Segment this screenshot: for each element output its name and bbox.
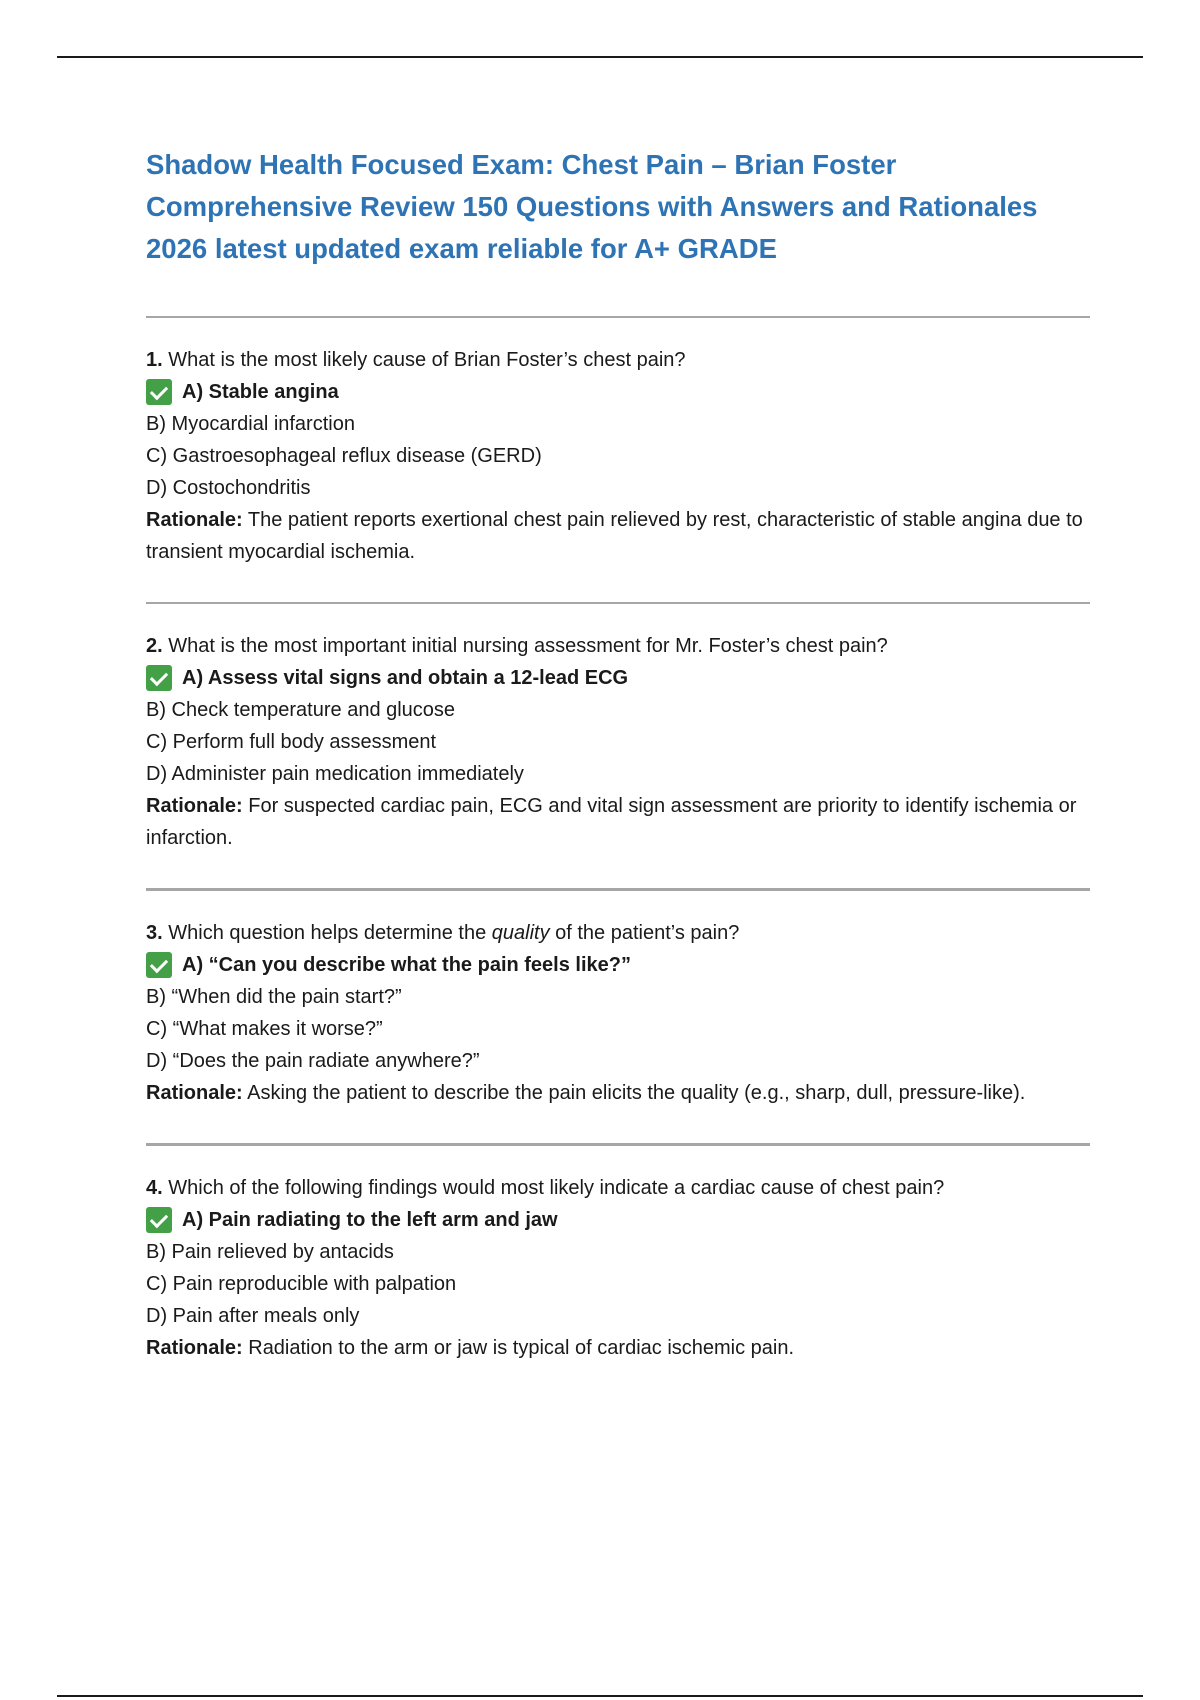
- question-text-end: of the patient’s pain?: [549, 922, 740, 944]
- rationale: [146, 1077, 1090, 1109]
- rationale-text: For suspected cardiac pain, ECG and vital sign assessment are priority to identify ischemia or infarction.: [146, 795, 1077, 849]
- check-mark-icon: [146, 1207, 172, 1233]
- correct-answer: [146, 1204, 1090, 1236]
- question-text: Which question helps determine the: [162, 922, 492, 944]
- page-bottom-rule: [57, 1695, 1143, 1697]
- section-divider: [146, 316, 1090, 318]
- answer-option-c: C) Perform full body assessment: [146, 731, 437, 753]
- correct-answer-text: A) Assess vital signs and obtain a 12-lead ECG: [182, 667, 629, 689]
- question-1: [146, 344, 1090, 568]
- rationale-label: Rationale:: [146, 795, 243, 817]
- question-2-stem: [146, 630, 1090, 662]
- answer-option-d: D) Administer pain medication immediately: [146, 763, 524, 785]
- question-2: [146, 630, 1090, 854]
- answer-option-d: D) Pain after meals only: [146, 1305, 360, 1327]
- page-top-rule: [57, 56, 1143, 58]
- check-mark-icon: [146, 379, 172, 405]
- question-4: [146, 1172, 1090, 1364]
- title-line-3: 2026 latest updated exam reliable for A+ GRADE: [146, 233, 777, 264]
- question-number: 1.: [146, 349, 163, 371]
- check-mark-icon: [146, 952, 172, 978]
- section-divider: [146, 888, 1090, 891]
- question-3: [146, 917, 1090, 1109]
- rationale: [146, 1332, 1090, 1364]
- answer-option-b: B) “When did the pain start?”: [146, 986, 402, 1008]
- rationale: [146, 790, 1090, 854]
- answer-option-c: C) Pain reproducible with palpation: [146, 1273, 457, 1295]
- question-number: 3.: [146, 922, 163, 944]
- rationale: [146, 504, 1090, 568]
- answer-option-b: B) Myocardial infarction: [146, 413, 355, 435]
- answer-option-d: D) Costochondritis: [146, 477, 311, 499]
- check-mark-icon: [146, 665, 172, 691]
- question-number: 2.: [146, 635, 163, 657]
- answer-option-c: C) Gastroesophageal reflux disease (GERD): [146, 445, 542, 467]
- document-body: [146, 144, 1090, 1364]
- title-line-2: Comprehensive Review 150 Questions with Answers and Rationales: [146, 191, 1038, 222]
- rationale-label: Rationale:: [146, 1082, 243, 1104]
- section-divider: [146, 1143, 1090, 1146]
- question-text: What is the most important initial nursing assessment for Mr. Foster’s chest pain?: [162, 635, 888, 657]
- answer-option-b: B) Pain relieved by antacids: [146, 1241, 394, 1263]
- correct-answer: [146, 949, 1090, 981]
- rationale-text: The patient reports exertional chest pain relieved by rest, characteristic of stable angina due to transient myocardial ischemia.: [146, 509, 1083, 563]
- correct-answer: [146, 662, 1090, 694]
- rationale-label: Rationale:: [146, 509, 243, 531]
- correct-answer-text: A) Pain radiating to the left arm and jaw: [182, 1209, 558, 1231]
- question-text: What is the most likely cause of Brian Foster’s chest pain?: [162, 349, 686, 371]
- correct-answer-text: A) Stable angina: [182, 381, 339, 403]
- section-divider: [146, 602, 1090, 604]
- question-3-stem: [146, 917, 1090, 949]
- rationale-text: Asking the patient to describe the pain elicits the quality (e.g., sharp, dull, pressure-like).: [242, 1082, 1026, 1104]
- question-number: 4.: [146, 1177, 163, 1199]
- answer-option-d: D) “Does the pain radiate anywhere?”: [146, 1050, 480, 1072]
- rationale-text: Radiation to the arm or jaw is typical of cardiac ischemic pain.: [242, 1337, 795, 1359]
- question-text-emphasis: quality: [491, 922, 550, 944]
- answer-option-c: C) “What makes it worse?”: [146, 1018, 383, 1040]
- question-4-stem: [146, 1172, 1090, 1204]
- question-text: Which of the following findings would most likely indicate a cardiac cause of chest pain?: [162, 1177, 945, 1199]
- correct-answer: [146, 376, 1090, 408]
- rationale-label: Rationale:: [146, 1337, 243, 1359]
- answer-option-b: B) Check temperature and glucose: [146, 699, 456, 721]
- title-line-1: Shadow Health Focused Exam: Chest Pain – Brian Foster: [146, 149, 897, 180]
- question-1-stem: [146, 344, 1090, 376]
- correct-answer-text: A) “Can you describe what the pain feels like?”: [182, 954, 631, 976]
- document-title: [146, 144, 1090, 270]
